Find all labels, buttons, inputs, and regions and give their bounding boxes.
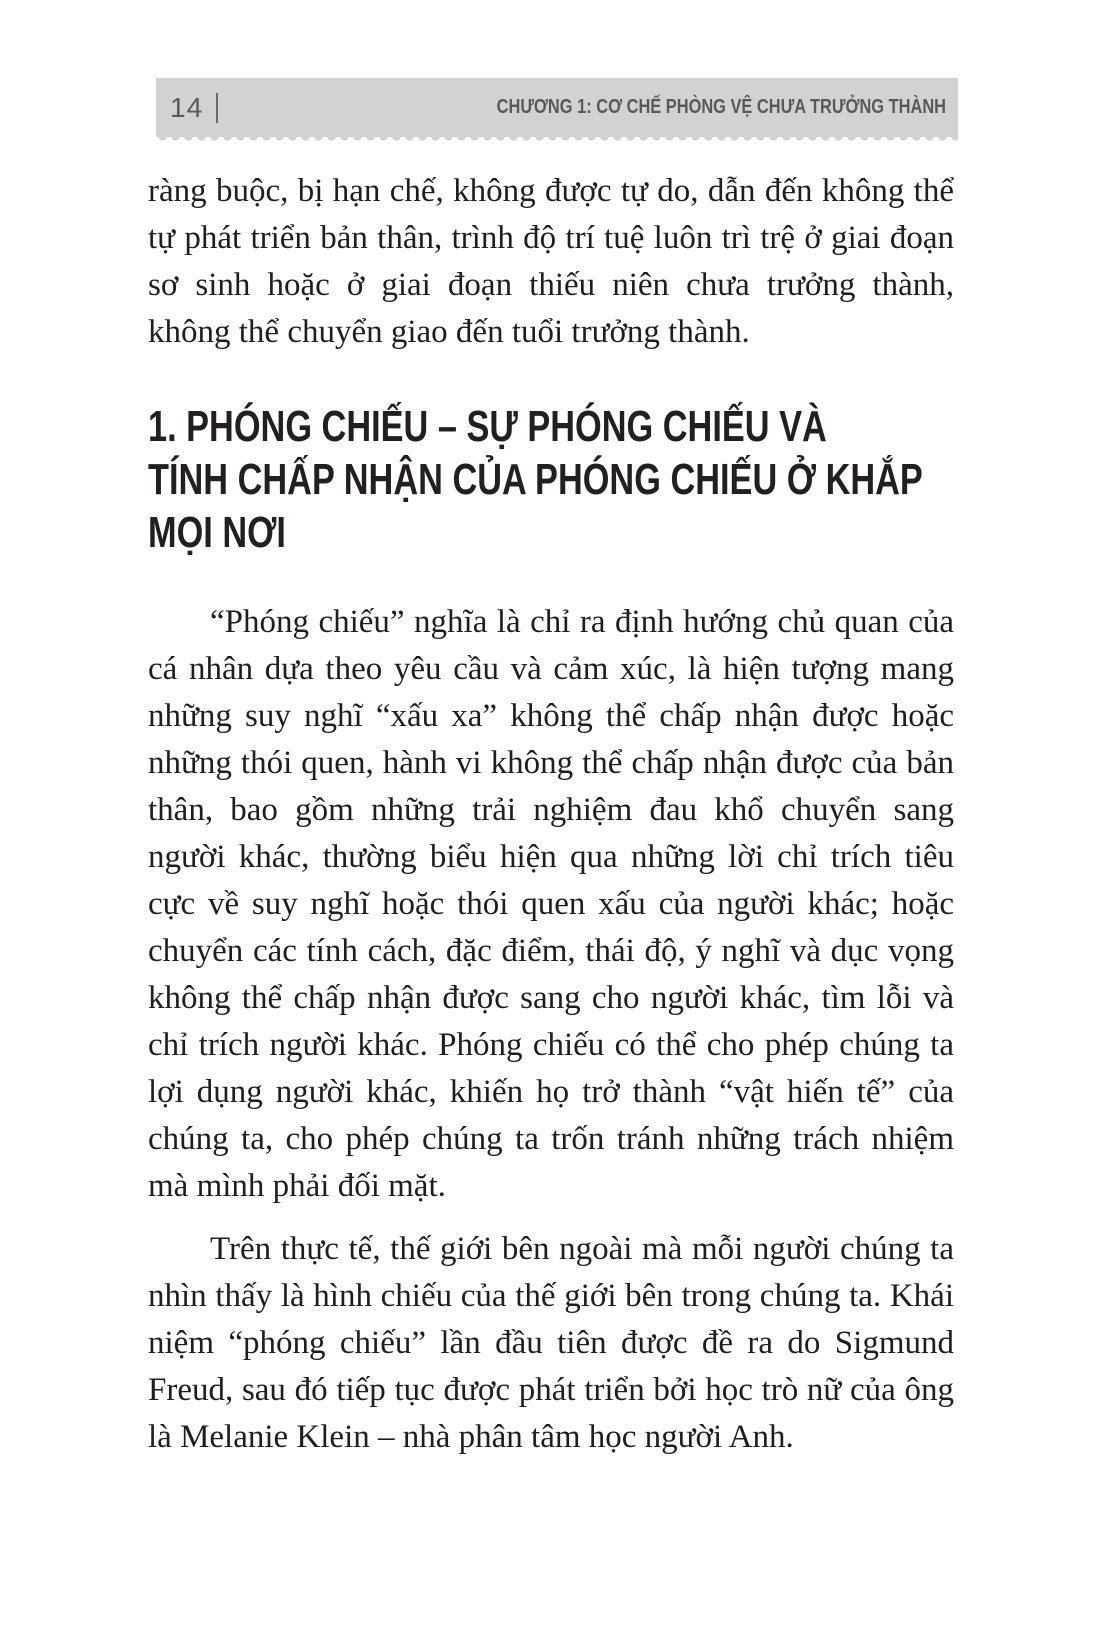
body-paragraph: Trên thực tế, thế giới bên ngoài mà mỗi người chúng ta nhìn thấy là hình chiếu của thế giới bên trong chúng ta. Khái niệm “phóng chiếu” lần đầu tiên được đề ra do Sigmund Freud, sau đó tiếp tục được phát triển bởi học trò nữ của ông là Melanie Klein – nhà phân tâm học người Anh.: [148, 1231, 954, 1455]
page-content: [148, 168, 954, 1461]
page-number-group: [170, 92, 218, 124]
section-heading-line-1: 1. PHÓNG CHIẾU – SỰ PHÓNG CHIẾU VÀ: [148, 402, 827, 451]
chapter-header-band: [156, 78, 958, 137]
page-number-separator: [216, 93, 218, 123]
page-number: 14: [170, 91, 204, 123]
running-chapter-title: CHƯƠNG 1: CƠ CHẾ PHÒNG VỆ CHƯA TRƯỞNG THÀNH: [496, 96, 946, 118]
section-heading: [148, 400, 923, 559]
section-heading-line-2: TÍNH CHẤP NHẬN CỦA PHÓNG CHIẾU Ở KHẮP: [148, 455, 923, 504]
section-heading-line-3: MỌI NƠI: [148, 508, 286, 557]
continuation-paragraph: ràng buộc, bị hạn chế, không được tự do, dẫn đến không thể tự phát triển bản thân, trình độ trí tuệ luôn trì trệ ở giai đoạn sơ sinh hoặc ở giai đoạn thiếu niên chưa trưởng thành, không thể chuyển giao đến tuổi trưởng thành.: [148, 173, 954, 350]
body-paragraph: “Phóng chiếu” nghĩa là chỉ ra định hướng chủ quan của cá nhân dựa theo yêu cầu và cảm xúc, là hiện tượng mang những suy nghĩ “xấu xa” không thể chấp nhận được hoặc những thói quen, hành vi không thể chấp nhận được của bản thân, bao gồm những trải nghiệm đau khổ chuyển sang người khác, thường biểu hiện qua những lời chỉ trích tiêu cực về suy nghĩ hoặc thói quen xấu của người khác; hoặc chuyển các tính cách, đặc điểm, thái độ, ý nghĩ và dục vọng không thể chấp nhận được sang cho người khác, tìm lỗi và chỉ trích người khác. Phóng chiếu có thể cho phép chúng ta lợi dụng người khác, khiến họ trở thành “vật hiến tế” của chúng ta, cho phép chúng ta trốn tránh những trách nhiệm mà mình phải đối mặt.: [148, 604, 954, 1204]
